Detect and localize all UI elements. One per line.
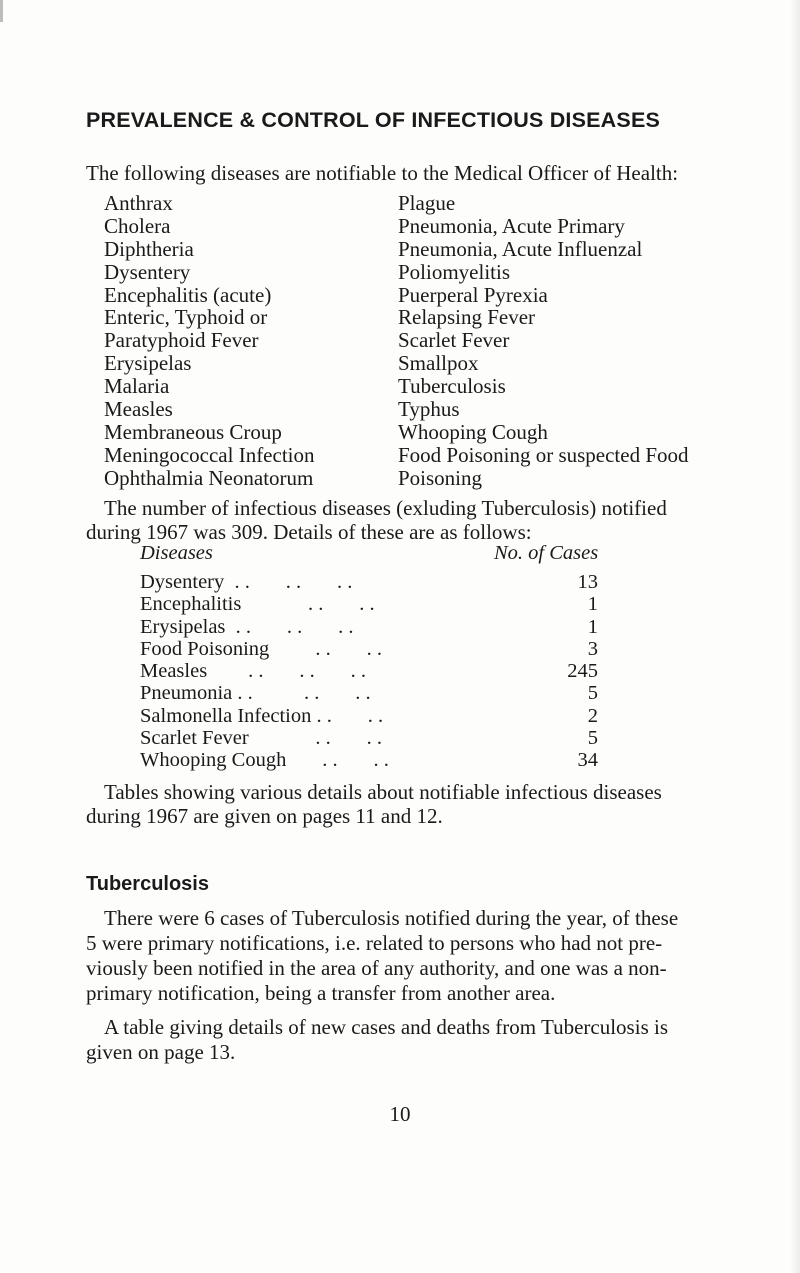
tables-note-line: Tables showing various details about notifiable infectious diseases <box>104 780 662 804</box>
list-item: Erysipelas <box>104 351 192 376</box>
list-item: Food Poisoning or suspected Food <box>398 442 689 467</box>
disease-name: Food Poisoning . . . . <box>140 637 383 660</box>
table-row <box>140 682 610 704</box>
list-item: Meningococcal Infection <box>104 442 315 467</box>
list-item: Membraneous Croup <box>104 419 282 444</box>
disease-name: Whooping Cough . . . . <box>140 749 389 772</box>
list-item: Poliomyelitis <box>398 259 511 284</box>
list-item: Dysentery <box>104 259 191 284</box>
disease-name: Erysipelas . . . . . . <box>140 615 354 638</box>
table-row <box>140 616 610 638</box>
list-item: Cholera <box>104 213 171 238</box>
notifiable-list-right <box>398 192 689 490</box>
notifiable-list-left <box>104 192 315 490</box>
case-count: 1 <box>587 593 598 616</box>
table-row <box>140 571 610 593</box>
disease-name: Encephalitis . . . . <box>140 593 375 616</box>
list-item: Typhus <box>398 397 460 422</box>
list-item: Encephalitis (acute) <box>104 282 272 307</box>
intro-text: The following diseases are notifiable to the Medical Officer of Health: <box>86 161 679 185</box>
list-item: Tuberculosis <box>398 374 506 399</box>
scan-edge-mark <box>0 0 3 22</box>
paragraph-line: 5 were primary notifications, i.e. related to persons who had not pre- <box>86 931 663 955</box>
list-item: Scarlet Fever <box>398 328 510 353</box>
list-item: Measles <box>104 397 173 422</box>
disease-name: Pneumonia . . . . . . <box>140 682 371 705</box>
list-item: Pneumonia, Acute Influenzal <box>398 236 643 261</box>
table-row <box>140 638 610 660</box>
disease-name: Salmonella Infection . . . . <box>140 704 384 727</box>
list-item: Puerperal Pyrexia <box>398 282 548 307</box>
list-item: Smallpox <box>398 351 479 376</box>
table-row <box>140 727 610 749</box>
page-edge-shadow <box>790 0 800 1273</box>
list-item: Poisoning <box>398 465 483 490</box>
summary-line: The number of infectious diseases (exluding Tuberculosis) notified <box>104 496 667 520</box>
page-number: 10 <box>389 1102 411 1126</box>
tuberculosis-paragraph-2 <box>86 1015 668 1065</box>
case-count: 245 <box>567 660 598 683</box>
case-count: 5 <box>587 682 598 705</box>
list-item: Whooping Cough <box>398 419 548 444</box>
list-item: Malaria <box>104 374 170 399</box>
summary-paragraph <box>86 496 667 544</box>
tuberculosis-paragraph-1 <box>86 906 678 1006</box>
paragraph-line: viously been notified in the area of any authority, and one was a non- <box>86 956 667 980</box>
table-row <box>140 593 610 615</box>
list-item: Ophthalmia Neonatorum <box>104 465 314 490</box>
disease-name: Measles . . . . . . <box>140 660 367 683</box>
table-row <box>140 705 610 727</box>
table-header-diseases: Diseases <box>140 542 213 564</box>
list-item: Plague <box>398 191 456 215</box>
list-item: Relapsing Fever <box>398 305 536 330</box>
case-count: 34 <box>577 749 598 772</box>
paragraph-line: There were 6 cases of Tuberculosis notified during the year, of these <box>104 906 679 930</box>
case-count: 2 <box>587 704 598 727</box>
paragraph-line: given on page 13. <box>86 1040 236 1064</box>
table-row <box>140 660 610 682</box>
cases-table <box>140 571 610 772</box>
tables-note-line: during 1967 are given on pages 11 and 12. <box>86 804 443 828</box>
page-title: PREVALENCE & CONTROL OF INFECTIOUS DISEASES <box>86 108 661 132</box>
table-header-cases: No. of Cases <box>494 542 599 564</box>
tables-note-paragraph <box>86 780 662 828</box>
section-heading-tuberculosis: Tuberculosis <box>86 873 209 895</box>
case-count: 13 <box>577 571 598 593</box>
case-count: 1 <box>587 615 598 638</box>
list-item: Diphtheria <box>104 236 194 261</box>
list-item: Pneumonia, Acute Primary <box>398 213 625 238</box>
case-count: 5 <box>587 727 598 750</box>
list-item: Enteric, Typhoid or <box>104 305 268 330</box>
disease-name: Scarlet Fever . . . . <box>140 727 382 750</box>
table-row <box>140 749 610 771</box>
list-item: Anthrax <box>104 191 173 215</box>
paragraph-line: primary notification, being a transfer from another area. <box>86 981 556 1005</box>
disease-name: Dysentery . . . . . . <box>140 571 353 593</box>
summary-line: during 1967 was 309. Details of these are as follows: <box>86 520 532 544</box>
paragraph-line: A table giving details of new cases and deaths from Tuberculosis is <box>104 1015 668 1039</box>
list-item: Paratyphoid Fever <box>104 328 259 353</box>
case-count: 3 <box>587 637 598 660</box>
